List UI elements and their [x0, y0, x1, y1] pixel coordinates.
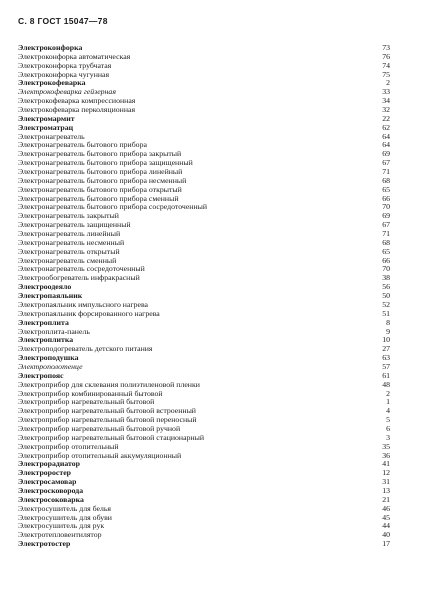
index-entry	[18, 53, 390, 62]
index-entry	[18, 460, 390, 469]
index-page-number: 75	[382, 69, 390, 79]
index-page-number: 45	[382, 512, 390, 522]
index-term: Электроприбор нагревательный бытовой встроенный	[18, 407, 196, 416]
index-entry	[18, 177, 390, 186]
index-page-number: 68	[382, 237, 390, 247]
index-page-number: 1	[386, 397, 390, 407]
index-term: Электронагреватель сменный	[18, 256, 117, 265]
index-page-number: 67	[382, 220, 390, 230]
index-entry	[18, 328, 390, 337]
index-entry	[18, 239, 390, 248]
index-entry	[18, 514, 390, 523]
index-entry	[18, 478, 390, 487]
index-term: Электронагреватель бытового прибора закрытый	[18, 150, 182, 159]
index-entry	[18, 248, 390, 257]
index-term: Электронагреватель бытового прибора линейный	[18, 168, 183, 177]
index-entry	[18, 443, 390, 452]
index-term: Электропаяльник	[18, 292, 83, 301]
index-entry	[18, 186, 390, 195]
index-term: Электрополотенце	[18, 362, 83, 371]
index-page-number: 52	[382, 299, 390, 309]
index-term: Электроприбор для склевания полиэтиленовой пленки	[18, 380, 200, 389]
index-entry	[18, 372, 390, 381]
index-term: Электроподушка	[18, 354, 79, 363]
index-entry	[18, 505, 390, 514]
index-page-number: 33	[382, 87, 390, 97]
index-page-number: 35	[382, 441, 390, 451]
index-entry	[18, 540, 390, 549]
index-term: Электронагреватель защищенный	[18, 221, 131, 230]
index-term: Электроприбор нагревательный бытовой	[18, 398, 155, 407]
index-term: Электроматрац	[18, 123, 74, 132]
index-entry	[18, 212, 390, 221]
index-term: Электросушитель для рук	[18, 522, 105, 531]
index-entry	[18, 416, 390, 425]
index-entry	[18, 274, 390, 283]
index-term: Электроконфорка	[18, 44, 83, 52]
index-entry	[18, 301, 390, 310]
index-term: Электрокофеварка гейзерная	[18, 88, 116, 97]
index-page-number: 8	[386, 317, 390, 327]
index-page-number: 66	[382, 255, 390, 265]
index-entry	[18, 496, 390, 505]
index-entry	[18, 159, 390, 168]
index-page-number: 38	[382, 273, 390, 283]
index-page-number: 2	[386, 388, 390, 398]
index-page-number: 31	[382, 477, 390, 487]
index-page-number: 5	[386, 415, 390, 425]
index-entry	[18, 336, 390, 345]
index-entry	[18, 62, 390, 71]
index-term: Электроконфорка чугунная	[18, 70, 110, 79]
index-page-number: 74	[382, 60, 390, 70]
index-page-number: 21	[382, 494, 390, 504]
index-entry	[18, 531, 390, 540]
index-term: Электроконфорка автоматическая	[18, 52, 131, 61]
index-page-number: 57	[382, 361, 390, 371]
index-page-number: 71	[382, 229, 390, 239]
index-page-number: 13	[382, 485, 390, 495]
index-term: Электросамовар	[18, 478, 77, 487]
index-term: Электронагреватель закрытый	[18, 212, 119, 221]
index-entry	[18, 354, 390, 363]
index-term: Электропаяльник импульсного нагрева	[18, 300, 149, 309]
index-entry	[18, 522, 390, 531]
index-entry	[18, 168, 390, 177]
index-term: Электроприбор комбинированный бытовой	[18, 389, 163, 398]
index-page-number: 73	[382, 43, 390, 52]
index-entry	[18, 44, 390, 53]
index-term: Электропаяльник форсированного нагрева	[18, 309, 160, 318]
index-entry	[18, 452, 390, 461]
index-page-number: 71	[382, 167, 390, 177]
index-term: Электроподогреватель детского питания	[18, 345, 153, 354]
index-term: Электроконфорка трубчатая	[18, 61, 112, 70]
index-term: Электронагреватель несменный	[18, 238, 125, 247]
index-page-number: 66	[382, 193, 390, 203]
index-page-number: 4	[386, 406, 390, 416]
index-entry	[18, 88, 390, 97]
index-entry	[18, 71, 390, 80]
index-term: Электросушитель для обуви	[18, 513, 112, 522]
index-entry	[18, 124, 390, 133]
index-entry	[18, 363, 390, 372]
index-page-number: 68	[382, 175, 390, 185]
index-page-number: 65	[382, 184, 390, 194]
index-entry	[18, 319, 390, 328]
index-entry	[18, 133, 390, 142]
index-page-number: 40	[382, 530, 390, 540]
index-term: Электрокофеварка перколяционная	[18, 106, 136, 115]
index-entry	[18, 79, 390, 88]
index-term: Электропояс	[18, 371, 64, 380]
index-term: Электронагреватель сосредоточенный	[18, 265, 145, 274]
index-term: Электронагреватель бытового прибора защищенный	[18, 159, 193, 168]
index-entry	[18, 407, 390, 416]
index-term: Электромармит	[18, 114, 75, 123]
index-page-number: 36	[382, 450, 390, 460]
index-term: Электросковорода	[18, 486, 84, 495]
index-entry	[18, 265, 390, 274]
index-page-number: 6	[386, 423, 390, 433]
index-entry	[18, 345, 390, 354]
index-term: Электроплитка	[18, 336, 74, 345]
index-entry	[18, 398, 390, 407]
index-entry	[18, 257, 390, 266]
index-term: Электророcтер	[18, 469, 71, 478]
index-term: Электронагреватель бытового прибора сменный	[18, 194, 179, 203]
index-entry	[18, 425, 390, 434]
index-page-number: 3	[386, 432, 390, 442]
index-term: Электроприбор нагревательный бытовой ручной	[18, 424, 181, 433]
index-term: Электротепловентилятор	[18, 531, 102, 540]
index-term: Электрообогреватель инфракрасный	[18, 274, 140, 283]
index-term: Электроплита-панель	[18, 327, 90, 336]
index-entry	[18, 195, 390, 204]
index-page-number: 22	[382, 113, 390, 123]
index-entry	[18, 203, 390, 212]
index-page-number: 64	[382, 131, 390, 141]
index-term: Электроплита	[18, 318, 69, 327]
index-page-number: 67	[382, 158, 390, 168]
index-page-number: 61	[382, 370, 390, 380]
index-page-number: 32	[382, 105, 390, 115]
index-page-number: 69	[382, 211, 390, 221]
index-page-number: 10	[382, 335, 390, 345]
index-page-number: 50	[382, 291, 390, 301]
index-page-number: 17	[382, 539, 390, 549]
index-term: Электротостер	[18, 540, 71, 549]
index-entry	[18, 292, 390, 301]
index-term: Электронагреватель бытового прибора несменный	[18, 176, 187, 185]
index-entry	[18, 310, 390, 319]
index-entry	[18, 487, 390, 496]
index-page-number: 27	[382, 344, 390, 354]
index-term: Электросоковарка	[18, 495, 84, 504]
index-term: Электроприбор нагревательный бытовой переносный	[18, 416, 197, 425]
index-entry	[18, 106, 390, 115]
index-page-number: 51	[382, 308, 390, 318]
index-entry	[18, 141, 390, 150]
index-page-number: 64	[382, 140, 390, 150]
term-index-list	[18, 44, 390, 549]
index-entry	[18, 97, 390, 106]
index-entry	[18, 115, 390, 124]
index-term: Электроприбор отопительный	[18, 442, 119, 451]
index-entry	[18, 230, 390, 239]
index-page-number: 2	[386, 78, 390, 88]
index-page-number: 12	[382, 468, 390, 478]
index-term: Электроприбор отопительный аккумуляционный	[18, 451, 182, 460]
index-page-number: 56	[382, 282, 390, 292]
index-entry	[18, 434, 390, 443]
index-term: Электронагреватель открытый	[18, 247, 120, 256]
index-page-number: 76	[382, 51, 390, 61]
index-term: Электроприбор нагревательный бытовой стационарный	[18, 433, 205, 442]
index-entry	[18, 381, 390, 390]
index-entry	[18, 150, 390, 159]
index-entry	[18, 221, 390, 230]
index-page-number: 70	[382, 202, 390, 212]
index-page-number: 46	[382, 503, 390, 513]
index-term: Электрокофеварка	[18, 79, 86, 88]
index-page-number: 62	[382, 122, 390, 132]
index-term: Электроодеяло	[18, 283, 72, 292]
index-term: Электросушитель для белья	[18, 504, 112, 513]
index-term: Электрокофеварка компрессионная	[18, 97, 136, 106]
index-term: Электронагреватель линейный	[18, 230, 121, 239]
index-page-number: 44	[382, 521, 390, 531]
index-entry	[18, 469, 390, 478]
index-page-number: 34	[382, 96, 390, 106]
index-term: Электрорадиатор	[18, 460, 81, 469]
index-page-number: 9	[386, 326, 390, 336]
index-page-number: 69	[382, 149, 390, 159]
index-page-number: 48	[382, 379, 390, 389]
index-page-number: 70	[382, 264, 390, 274]
page-header: С. 8 ГОСТ 15047—78	[18, 16, 108, 26]
index-page-number: 65	[382, 246, 390, 256]
index-page-number: 63	[382, 353, 390, 363]
index-term: Электронагреватель бытового прибора открытый	[18, 185, 182, 194]
index-entry	[18, 390, 390, 399]
index-term: Электронагреватель	[18, 132, 85, 141]
index-term: Электронагреватель бытового прибора сосредоточенный	[18, 203, 208, 212]
index-entry	[18, 283, 390, 292]
index-term: Электронагреватель бытового прибора	[18, 141, 147, 150]
index-page-number: 41	[382, 459, 390, 469]
